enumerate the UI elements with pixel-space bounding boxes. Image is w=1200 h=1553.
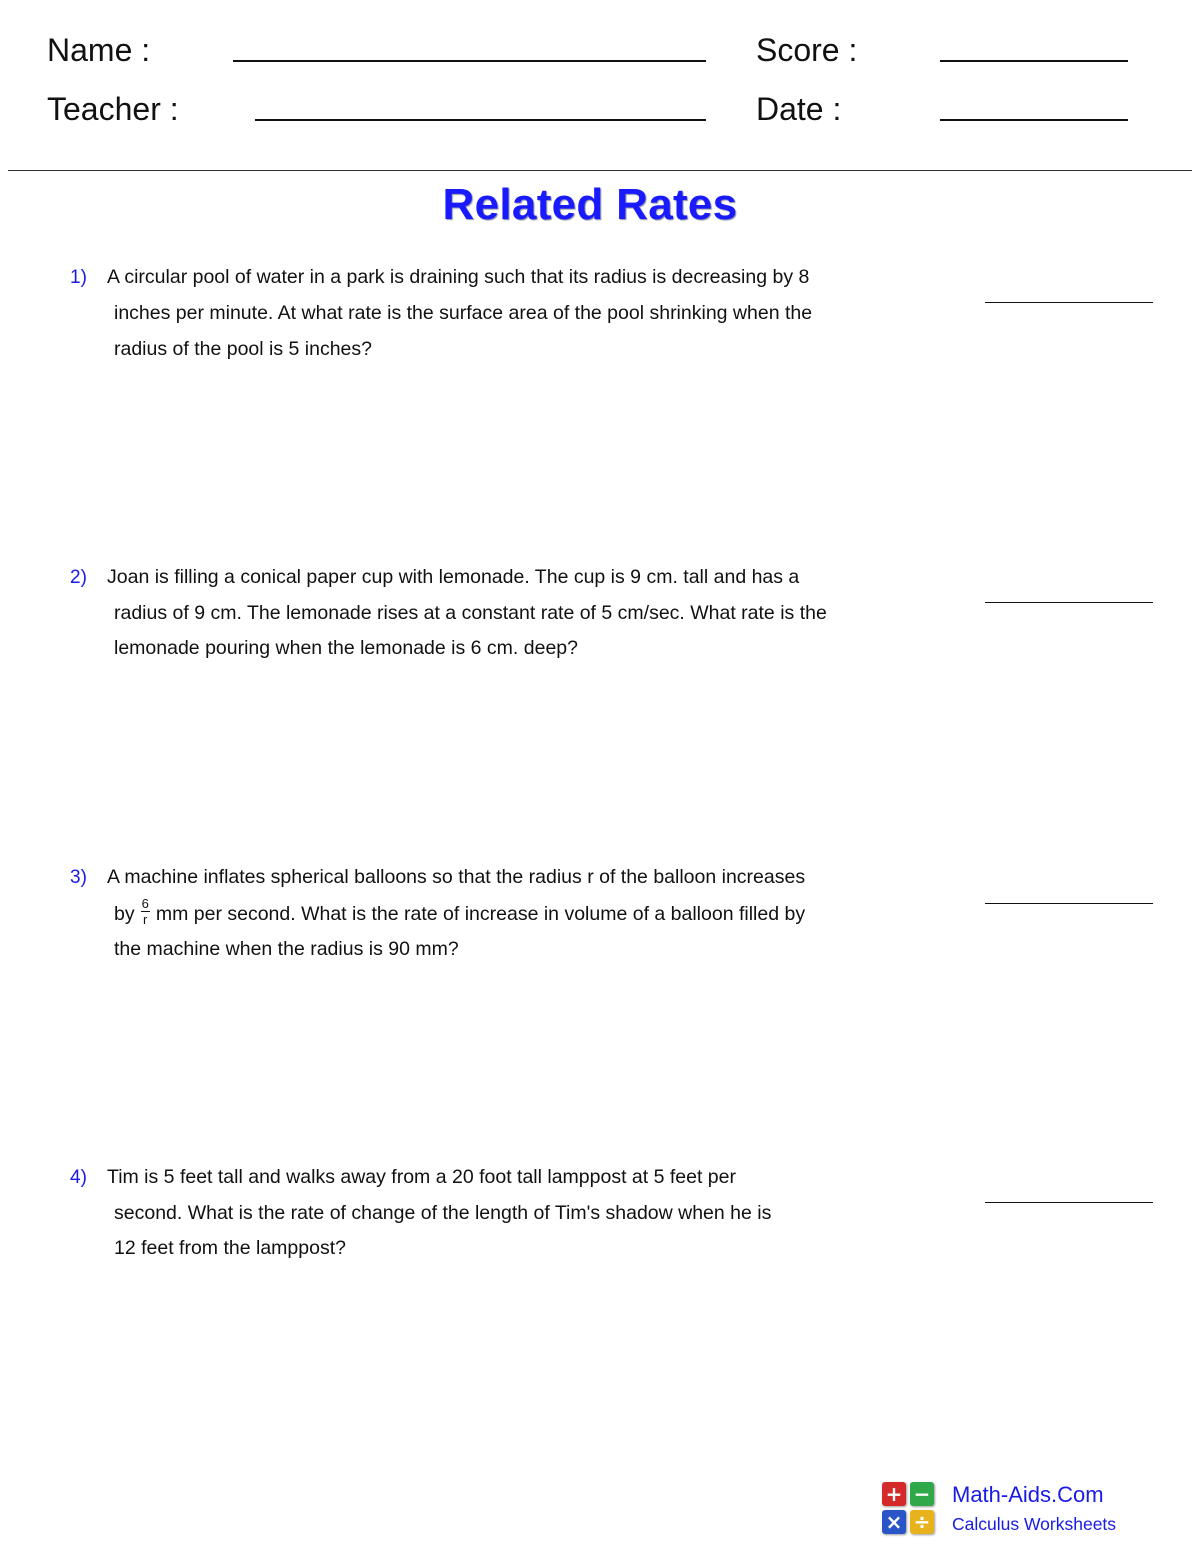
answer-line[interactable] [985, 302, 1153, 303]
question-text-line: the machine when the radius is 90 mm? [114, 938, 459, 960]
brand-subtitle: Calculus Worksheets [952, 1514, 1117, 1534]
math-aids-logo [882, 1482, 936, 1536]
question-text-line: 12 feet from the lamppost? [114, 1237, 346, 1259]
fraction-prefix: by [114, 903, 135, 925]
minus-icon: − [910, 1482, 934, 1506]
page-title: Related Rates [442, 180, 738, 229]
score-field[interactable] [940, 60, 1128, 62]
teacher-label: Teacher : [47, 91, 179, 127]
question-text-line-with-fraction [114, 897, 805, 931]
fraction-denominator: r [143, 912, 148, 928]
times-icon: × [882, 1510, 906, 1534]
question-number: 2) [70, 567, 87, 588]
name-label: Name : [47, 32, 151, 68]
question-number: 4) [70, 1167, 87, 1188]
answer-line[interactable] [985, 903, 1153, 904]
question-number: 1) [70, 267, 87, 288]
answer-line[interactable] [985, 1202, 1153, 1203]
answer-line[interactable] [985, 602, 1153, 603]
teacher-field[interactable] [255, 119, 706, 121]
question-text-line: Tim is 5 feet tall and walks away from a 20 foot tall lamppost at 5 feet per [107, 1166, 736, 1188]
date-field[interactable] [940, 119, 1128, 121]
question-text-line: second. What is the rate of change of the length of Tim's shadow when he is [114, 1202, 772, 1224]
question-text-line: radius of 9 cm. The lemonade rises at a constant rate of 5 cm/sec. What rate is the [114, 602, 827, 624]
question-text-line: A circular pool of water in a park is draining such that its radius is decreasing by 8 [107, 266, 810, 288]
header-divider [8, 170, 1192, 171]
question-number: 3) [70, 867, 87, 888]
question-text-line: radius of the pool is 5 inches? [114, 338, 372, 360]
score-label: Score : [756, 32, 858, 68]
fraction [141, 897, 150, 926]
plus-icon: + [882, 1482, 906, 1506]
name-field[interactable] [233, 60, 706, 62]
divide-icon: ÷ [910, 1510, 934, 1534]
question-text-line: inches per minute. At what rate is the surface area of the pool shrinking when the [114, 302, 813, 324]
fraction-numerator: 6 [141, 896, 149, 912]
brand-name: Math-Aids.Com [952, 1482, 1104, 1507]
question-text-line: Joan is filling a conical paper cup with lemonade. The cup is 9 cm. tall and has a [107, 566, 800, 588]
fraction-suffix: mm per second. What is the rate of increase in volume of a balloon filled by [155, 903, 806, 925]
date-label: Date : [756, 91, 842, 127]
question-text-line: lemonade pouring when the lemonade is 6 cm. deep? [114, 637, 578, 659]
question-text-line: A machine inflates spherical balloons so that the radius r of the balloon increases [107, 866, 806, 888]
